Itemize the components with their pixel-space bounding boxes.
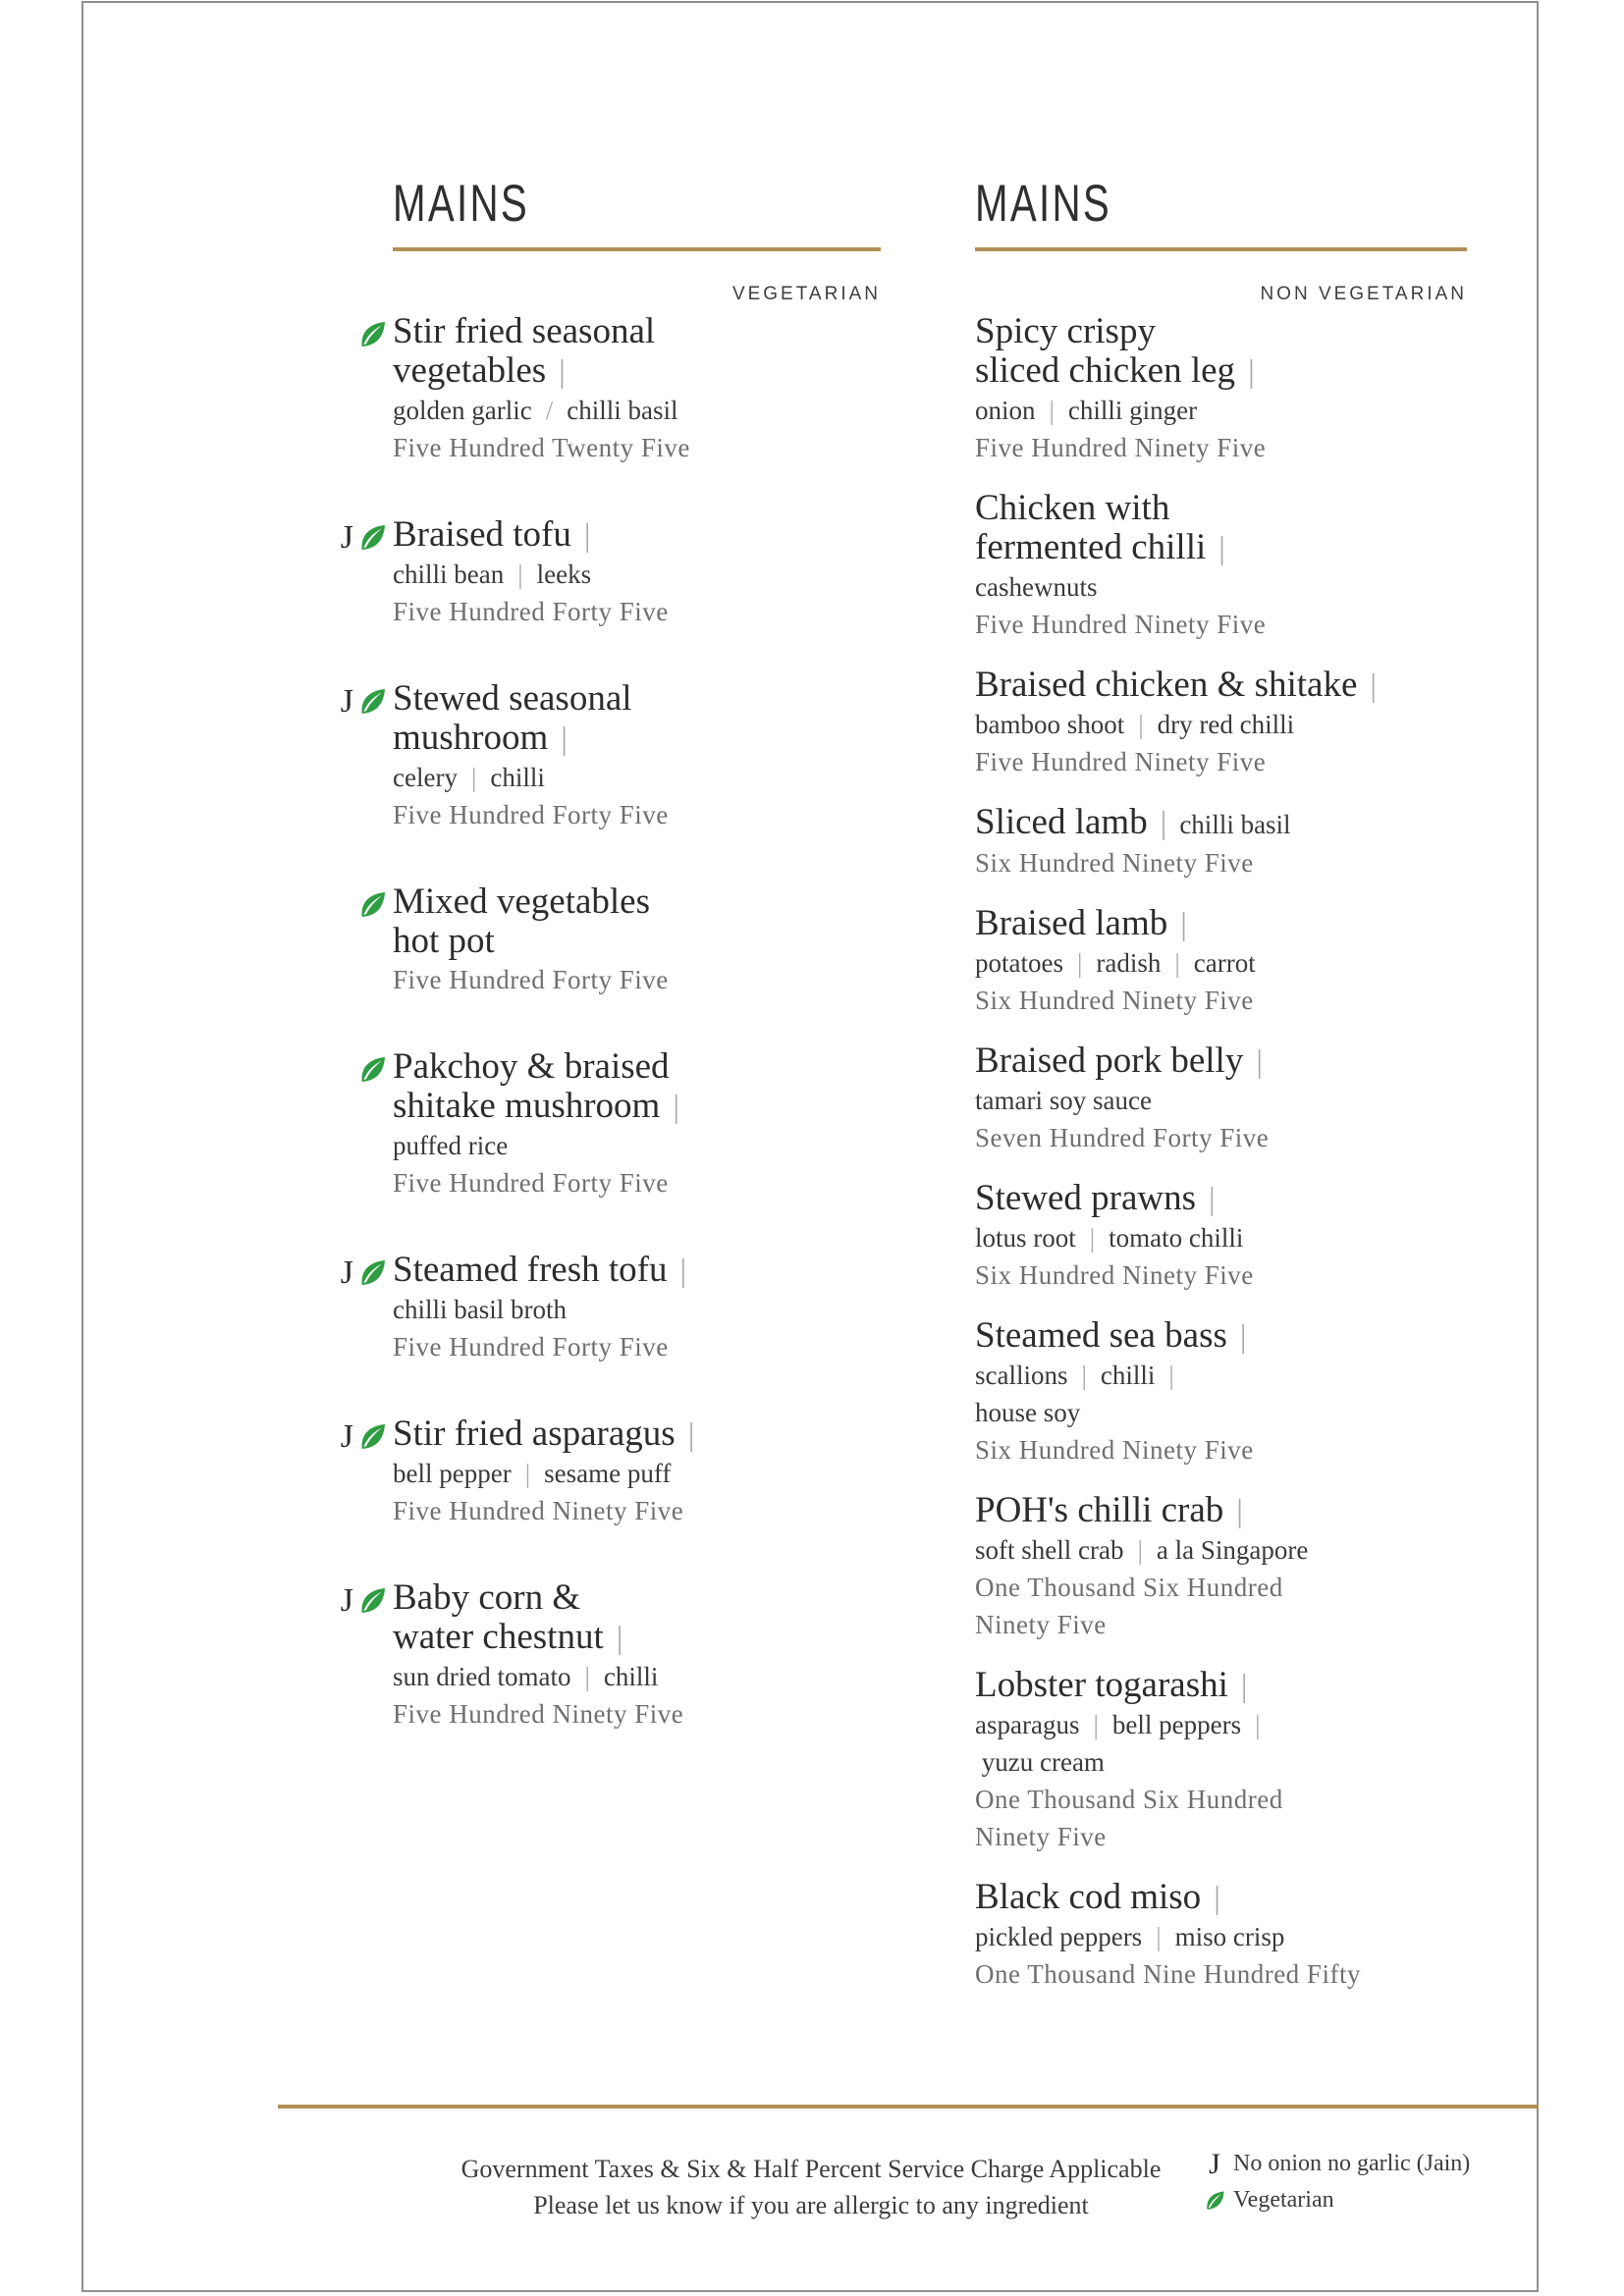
item-price-line — [975, 1119, 1467, 1156]
item-desc-line — [975, 1082, 1467, 1119]
item-prefix — [326, 320, 387, 349]
text-segment: cashewnuts — [975, 572, 1098, 602]
item-title-line — [975, 1491, 1467, 1531]
text-segment: Five Hundred Forty Five — [393, 965, 669, 994]
jain-mark: J — [340, 1418, 353, 1455]
text-segment: bamboo shoot — [975, 710, 1125, 739]
separator-bar: | — [1156, 1922, 1162, 1951]
item-title-line — [975, 489, 1467, 528]
text-segment: Six Hundred Ninety Five — [975, 986, 1254, 1015]
text-segment: onion — [975, 396, 1036, 425]
leaf-icon — [357, 1258, 387, 1288]
item-price-line — [975, 1955, 1467, 1993]
leaf-icon — [357, 1055, 387, 1085]
jain-mark: J — [340, 519, 353, 556]
text-segment: Braised pork belly — [975, 1041, 1244, 1081]
text-segment: fermented chilli — [975, 527, 1207, 567]
menu-item — [975, 803, 1467, 881]
leaf-icon — [357, 320, 387, 349]
item-price-line — [975, 1569, 1467, 1606]
item-price-line — [975, 1818, 1467, 1855]
separator-bar: | — [679, 1254, 687, 1289]
text-segment: Five Hundred Twenty Five — [393, 433, 690, 462]
separator-bar: | — [583, 518, 591, 554]
leaf-icon — [357, 523, 387, 553]
separator-bar: | — [1239, 1319, 1247, 1355]
section-rule — [393, 247, 881, 251]
item-prefix — [326, 519, 387, 556]
text-segment: Stewed prawns — [975, 1178, 1197, 1218]
text-segment: soft shell crab — [975, 1535, 1124, 1565]
menu-item — [975, 904, 1467, 1019]
item-title-line — [975, 904, 1467, 944]
menu-item — [340, 1577, 881, 1733]
item-price-line — [393, 1695, 881, 1733]
item-price-line — [975, 1256, 1467, 1294]
item-title-line — [393, 515, 881, 556]
menu-item — [975, 312, 1467, 466]
item-title-line — [975, 803, 1467, 844]
item-price-line — [975, 844, 1467, 881]
item-title-line — [393, 1251, 881, 1291]
text-segment: radish — [1096, 948, 1162, 978]
text-segment: Steamed fresh tofu — [393, 1250, 668, 1290]
text-segment: One Thousand Six Hundred — [975, 1785, 1283, 1814]
leaf-icon — [357, 523, 387, 553]
separator-bar: | — [1218, 531, 1225, 566]
menu-item — [340, 514, 881, 630]
text-segment: miso crisp — [1174, 1922, 1285, 1951]
separator-bar: | — [1180, 907, 1187, 942]
separator-bar: | — [1209, 1182, 1216, 1217]
item-desc-line — [393, 1127, 881, 1164]
item-price-line — [975, 1781, 1467, 1818]
separator-bar: | — [1089, 1223, 1096, 1253]
leaf-icon — [1204, 2190, 1225, 2212]
text-segment: Seven Hundred Forty Five — [975, 1123, 1270, 1152]
item-price-line — [393, 961, 881, 998]
text-segment: Stewed seasonal — [393, 678, 632, 719]
jain-mark: J — [340, 1582, 353, 1619]
menu-item — [975, 1316, 1467, 1468]
footer-note — [418, 2151, 1204, 2223]
separator-bar: | — [561, 721, 568, 757]
item-desc-line — [975, 706, 1467, 743]
leaf-icon — [357, 1586, 387, 1616]
item-price-line — [975, 429, 1467, 466]
item-title-line — [975, 312, 1467, 351]
separator-bar: | — [1240, 1669, 1248, 1704]
text-segment: puffed rice — [393, 1131, 509, 1160]
text-segment: Five Hundred Ninety Five — [393, 1699, 684, 1729]
text-segment: chilli basil — [1179, 810, 1291, 839]
menu-column-vegetarian — [340, 175, 881, 1782]
item-title-line — [393, 882, 881, 922]
text-segment: potatoes — [975, 948, 1063, 978]
text-segment: water chestnut — [393, 1617, 604, 1657]
text-segment: One Thousand Six Hundred — [975, 1573, 1283, 1602]
items-list — [975, 312, 1467, 1993]
item-title-line — [975, 1041, 1467, 1082]
item-price-line — [393, 796, 881, 833]
text-segment: bell pepper — [393, 1459, 512, 1488]
legend-jain-label: No onion no garlic (Jain) — [1233, 2151, 1471, 2176]
text-segment: Pakchoy & braised — [393, 1046, 670, 1087]
text-segment: Stir fried seasonal — [393, 311, 656, 351]
menu-item — [340, 678, 881, 833]
item-price-line — [393, 1164, 881, 1201]
item-title-line — [393, 312, 881, 351]
separator-bar: | — [1256, 1044, 1263, 1080]
item-title-line — [975, 1316, 1467, 1357]
text-segment: sliced chicken leg — [975, 350, 1236, 391]
item-desc-line — [975, 944, 1467, 982]
leaf-icon — [357, 687, 387, 717]
item-prefix — [326, 1418, 387, 1455]
leaf-icon — [1204, 2190, 1225, 2212]
item-desc-line — [975, 392, 1467, 429]
separator-bar: | — [687, 1417, 695, 1453]
text-segment: Black cod miso — [975, 1877, 1202, 1917]
jain-mark: J — [340, 1255, 353, 1291]
text-segment: Chicken with — [975, 488, 1170, 528]
separator-bar: | — [1049, 396, 1055, 425]
item-price-line — [393, 429, 881, 466]
text-segment: tamari soy sauce — [975, 1086, 1152, 1115]
item-desc-line — [975, 1918, 1467, 1955]
section-subtitle: VEGETARIAN — [731, 284, 881, 304]
item-title-line — [393, 679, 881, 719]
text-segment: Six Hundred Ninety Five — [975, 1260, 1254, 1290]
item-desc-line — [393, 392, 881, 429]
text-segment: carrot — [1193, 948, 1256, 978]
item-title-line — [393, 1047, 881, 1087]
item-desc-line — [975, 1531, 1467, 1569]
text-segment: Baby corn & — [393, 1577, 581, 1618]
legend-veg-row — [1204, 2182, 1470, 2218]
item-prefix — [326, 683, 387, 720]
item-prefix — [326, 1582, 387, 1619]
section-subtitle: NON VEGETARIAN — [1260, 284, 1467, 304]
separator-bar: | — [1174, 948, 1180, 978]
text-segment: vegetables — [393, 350, 547, 391]
leaf-icon — [357, 1422, 387, 1452]
separator-bar: | — [584, 1662, 590, 1691]
section-title: MAINS — [975, 175, 1111, 233]
leaf-icon — [357, 1422, 387, 1452]
text-segment: Braised lamb — [975, 903, 1168, 943]
separator-bar: | — [470, 763, 477, 792]
item-title-line — [393, 351, 881, 392]
item-title-line — [393, 1578, 881, 1618]
menu-column-non-vegetarian — [975, 175, 1467, 2015]
item-title-line — [393, 1087, 881, 1127]
text-segment: dry red chilli — [1157, 710, 1295, 739]
separator-bar: | — [1081, 1361, 1087, 1390]
item-price-line — [975, 606, 1467, 643]
item-desc-line — [975, 1394, 1467, 1431]
text-segment: golden garlic — [393, 396, 532, 425]
text-segment: hot pot — [393, 921, 495, 961]
item-title-line — [393, 1618, 881, 1658]
text-segment: leeks — [536, 560, 592, 589]
item-price-line — [975, 982, 1467, 1019]
menu-item — [975, 489, 1467, 643]
item-title-line — [393, 1415, 881, 1455]
item-title-line — [975, 528, 1467, 568]
text-segment: Stir fried asparagus — [393, 1414, 676, 1454]
text-segment: lotus root — [975, 1223, 1076, 1253]
item-desc-line — [975, 1743, 1467, 1781]
separator-bar: | — [559, 354, 566, 390]
jain-mark: J — [340, 683, 353, 720]
text-segment: yuzu cream — [975, 1747, 1105, 1777]
menu-item — [393, 882, 881, 998]
text-segment: Six Hundred Ninety Five — [975, 1435, 1254, 1465]
item-desc-line — [393, 759, 881, 796]
item-title-line — [975, 1666, 1467, 1706]
text-segment: chilli basil — [567, 396, 678, 425]
separator-bar: / — [545, 396, 554, 425]
footer-line2: Please let us know if you are allergic to any ingredient — [533, 2191, 1089, 2219]
item-title-line — [975, 666, 1467, 706]
leaf-icon — [357, 687, 387, 717]
legend — [1204, 2146, 1470, 2218]
section-rule — [975, 247, 1467, 251]
leaf-icon — [357, 890, 387, 920]
item-desc-line — [975, 1706, 1467, 1743]
item-title-line — [975, 1179, 1467, 1219]
menu-item — [340, 1250, 881, 1365]
text-segment: chilli — [490, 763, 545, 792]
text-segment: chilli basil broth — [393, 1295, 567, 1324]
text-segment: shitake mushroom — [393, 1086, 661, 1126]
text-segment: Ninety Five — [975, 1610, 1107, 1639]
text-segment: Five Hundred Ninety Five — [393, 1496, 684, 1525]
items-list — [340, 311, 881, 1733]
text-segment: Spicy crispy — [975, 311, 1156, 351]
text-segment: Mixed vegetables — [393, 881, 650, 922]
text-segment: sun dried tomato — [393, 1662, 571, 1691]
text-segment: scallions — [975, 1361, 1068, 1390]
footer-line1: Government Taxes & Six & Half Percent Service Charge Applicable — [460, 2155, 1162, 2183]
separator-bar: | — [517, 560, 523, 589]
text-segment: Sliced lamb — [975, 802, 1148, 842]
jain-mark: J — [1209, 2147, 1220, 2180]
text-segment: Six Hundred Ninety Five — [975, 848, 1254, 878]
menu-item — [975, 666, 1467, 780]
separator-bar: | — [1236, 1494, 1243, 1529]
text-segment: Five Hundred Ninety Five — [975, 433, 1267, 462]
separator-bar: | — [673, 1090, 679, 1125]
text-segment: chilli — [1100, 1361, 1156, 1390]
text-segment: Lobster togarashi — [975, 1665, 1228, 1705]
text-segment: tomato chilli — [1109, 1223, 1244, 1253]
text-segment: One Thousand Nine Hundred Fifty — [975, 1959, 1361, 1989]
item-price-line — [393, 1328, 881, 1365]
separator-bar: | — [524, 1459, 531, 1488]
menu-item — [975, 1666, 1467, 1855]
text-segment: Five Hundred Forty Five — [393, 597, 669, 626]
menu-item — [975, 1491, 1467, 1643]
text-segment: a la Singapore — [1156, 1535, 1309, 1565]
item-prefix — [326, 890, 387, 920]
item-price-line — [393, 1492, 881, 1529]
item-title-line — [975, 351, 1467, 392]
separator-bar: | — [1138, 710, 1144, 739]
text-segment: mushroom — [393, 718, 549, 758]
item-prefix — [326, 1255, 387, 1291]
text-segment: asparagus — [975, 1710, 1080, 1739]
legend-jain-row — [1204, 2146, 1470, 2182]
item-title-line — [393, 719, 881, 759]
menu-item — [975, 1878, 1467, 1993]
text-segment: house soy — [975, 1398, 1081, 1427]
text-segment: Braised tofu — [393, 514, 571, 555]
section-title: MAINS — [393, 175, 529, 233]
text-segment: pickled peppers — [975, 1922, 1143, 1951]
item-desc-line — [393, 1455, 881, 1492]
menu-item — [975, 1041, 1467, 1156]
item-prefix — [326, 1055, 387, 1085]
item-desc-line — [975, 568, 1467, 606]
leaf-icon — [357, 320, 387, 349]
text-segment: celery — [393, 763, 458, 792]
menu-item — [393, 1047, 881, 1201]
text-segment: Five Hundred Ninety Five — [975, 610, 1267, 639]
text-segment: POH's chilli crab — [975, 1490, 1224, 1530]
menu-item — [393, 312, 881, 466]
text-segment: Five Hundred Forty Five — [393, 800, 669, 829]
item-price-line — [975, 1606, 1467, 1643]
text-segment: chilli bean — [393, 560, 505, 589]
item-price-line — [393, 593, 881, 630]
separator-bar: | — [1076, 948, 1083, 978]
item-price-line — [975, 1431, 1467, 1468]
leaf-icon — [357, 1055, 387, 1085]
item-desc-line — [975, 1219, 1467, 1256]
leaf-icon — [357, 890, 387, 920]
text-segment: chilli — [603, 1662, 659, 1691]
item-title-line — [975, 1878, 1467, 1918]
separator-bar: | — [616, 1621, 623, 1656]
menu-item — [340, 1414, 881, 1529]
separator-bar: | — [1214, 1881, 1220, 1916]
text-segment: Five Hundred Ninety Five — [975, 747, 1267, 776]
text-segment: Ninety Five — [975, 1822, 1107, 1851]
item-desc-line — [975, 1357, 1467, 1394]
separator-bar: | — [1168, 1361, 1174, 1390]
text-segment: Five Hundred Forty Five — [393, 1168, 669, 1198]
item-desc-line — [393, 1291, 881, 1328]
separator-bar: | — [1255, 1710, 1261, 1739]
menu-item — [975, 1179, 1467, 1294]
leaf-icon — [357, 1258, 387, 1288]
separator-bar: | — [1137, 1535, 1143, 1565]
item-desc-line — [393, 556, 881, 593]
item-price-line — [975, 743, 1467, 780]
leaf-icon — [357, 1586, 387, 1616]
text-segment: Steamed sea bass — [975, 1315, 1227, 1356]
item-title-line — [393, 922, 881, 961]
text-segment: chilli ginger — [1067, 396, 1198, 425]
separator-bar: | — [1160, 806, 1167, 841]
text-segment: Braised chicken & shitake — [975, 665, 1358, 705]
text-segment: bell peppers — [1111, 1710, 1242, 1739]
footer-rule — [278, 2105, 1539, 2109]
text-segment: sesame puff — [544, 1459, 672, 1488]
item-desc-line — [393, 1658, 881, 1695]
legend-veg-label: Vegetarian — [1233, 2187, 1334, 2213]
text-segment: Five Hundred Forty Five — [393, 1332, 669, 1362]
separator-bar: | — [1370, 668, 1378, 704]
separator-bar: | — [1093, 1710, 1099, 1739]
separator-bar: | — [1248, 354, 1255, 390]
